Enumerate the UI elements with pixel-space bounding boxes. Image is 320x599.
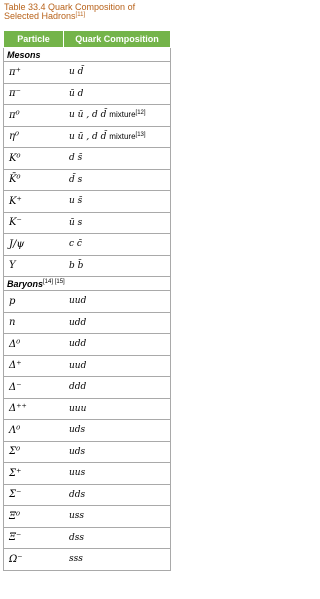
composition-note: mixture: [109, 131, 136, 141]
table-row: [4, 191, 171, 213]
table-row: [4, 291, 171, 313]
quark-composition-cell: [64, 355, 171, 377]
caption-ref-link[interactable]: [11]: [75, 12, 86, 18]
quark-composition: c c̄: [69, 239, 82, 250]
table-body: [4, 48, 171, 571]
table-row: [4, 83, 171, 105]
quark-composition: udd: [69, 317, 87, 328]
quark-composition: ddd: [69, 382, 87, 393]
quark-composition-cell: [64, 549, 171, 571]
particle-symbol: η⁰: [4, 126, 64, 148]
quark-composition: u ū , d d̄: [69, 110, 107, 121]
section-title: Baryons: [7, 278, 44, 289]
quark-composition: uds: [69, 425, 86, 436]
quark-composition-cell: [64, 148, 171, 170]
quark-composition-cell: [64, 212, 171, 234]
quark-composition: ū s: [69, 217, 83, 228]
quark-composition-cell: [64, 527, 171, 549]
table-row: [4, 126, 171, 148]
quark-composition-cell: [64, 377, 171, 399]
particle-symbol: Υ: [4, 255, 64, 277]
quark-composition-cell: [64, 484, 171, 506]
quark-composition-table: [3, 30, 171, 571]
composition-ref-link[interactable]: [13]: [135, 131, 146, 138]
particle-symbol: K⁺: [4, 191, 64, 213]
composition-ref-link[interactable]: [12]: [135, 110, 146, 117]
particle-symbol: Σ⁰: [4, 441, 64, 463]
particle-symbol: Σ⁻: [4, 484, 64, 506]
particle-symbol: Ξ⁰: [4, 506, 64, 528]
table-row: [4, 463, 171, 485]
table-row: [4, 527, 171, 549]
particle-symbol: π⁻: [4, 83, 64, 105]
quark-composition: uud: [69, 360, 87, 371]
particle-symbol: K⁻: [4, 212, 64, 234]
quark-composition-cell: [64, 83, 171, 105]
header-quark-composition: Quark Composition: [64, 31, 171, 48]
table-row: [4, 549, 171, 571]
particle-symbol: π⁺: [4, 62, 64, 84]
section-label: [4, 48, 171, 62]
header-row: [4, 31, 171, 48]
quark-composition: b b̄: [69, 260, 84, 271]
table-row: [4, 255, 171, 277]
section-title: Mesons: [7, 49, 41, 60]
particle-symbol: Λ⁰: [4, 420, 64, 442]
quark-composition: uuu: [69, 403, 87, 414]
table-row: [4, 62, 171, 84]
table-row: [4, 312, 171, 334]
table-row: [4, 355, 171, 377]
quark-composition-cell: [64, 255, 171, 277]
table-row: [4, 169, 171, 191]
quark-composition: dds: [69, 489, 86, 500]
table-row: [4, 441, 171, 463]
particle-symbol: K⁰: [4, 148, 64, 170]
table-caption: [4, 3, 172, 21]
quark-composition: d̄ s: [69, 174, 83, 185]
table-row: [4, 334, 171, 356]
composition-note: mixture: [109, 110, 136, 120]
particle-symbol: Σ⁺: [4, 463, 64, 485]
quark-composition-cell: [64, 105, 171, 127]
quark-composition-cell: [64, 234, 171, 256]
particle-symbol: J/ψ: [4, 234, 64, 256]
quark-composition: u ū , d d̄: [69, 131, 107, 142]
caption-title: Table 33.4 Quark Composition of Selected Hadrons: [4, 2, 136, 21]
quark-composition-cell: [64, 420, 171, 442]
section-row: [4, 277, 171, 291]
quark-composition: u d̄: [69, 67, 84, 78]
quark-composition: uss: [69, 511, 85, 522]
table-row: [4, 398, 171, 420]
quark-composition: uud: [69, 296, 87, 307]
quark-composition: uds: [69, 446, 86, 457]
quark-composition: uus: [69, 468, 86, 479]
particle-symbol: Δ⁺: [4, 355, 64, 377]
table-row: [4, 105, 171, 127]
particle-symbol: Ω⁻: [4, 549, 64, 571]
particle-symbol: Δ⁰: [4, 334, 64, 356]
section-ref-link[interactable]: [14] [15]: [43, 278, 65, 285]
quark-composition: ū d: [69, 88, 84, 99]
quark-composition: udd: [69, 339, 87, 350]
particle-symbol: K̄⁰: [4, 169, 64, 191]
particle-symbol: π⁰: [4, 105, 64, 127]
quark-composition-cell: [64, 191, 171, 213]
quark-composition-cell: [64, 291, 171, 313]
header-particle: Particle: [4, 31, 64, 48]
table-row: [4, 484, 171, 506]
particle-symbol: n: [4, 312, 64, 334]
quark-composition: dss: [69, 532, 84, 543]
particle-symbol: Ξ⁻: [4, 527, 64, 549]
quark-composition-cell: [64, 334, 171, 356]
quark-composition-cell: [64, 62, 171, 84]
quark-composition-cell: [64, 312, 171, 334]
table-row: [4, 148, 171, 170]
particle-symbol: Δ⁻: [4, 377, 64, 399]
table-row: [4, 506, 171, 528]
table-row: [4, 377, 171, 399]
table-row: [4, 420, 171, 442]
table-row: [4, 212, 171, 234]
section-label: [4, 277, 171, 291]
quark-composition: d s̄: [69, 153, 83, 164]
quark-composition-cell: [64, 169, 171, 191]
quark-composition: sss: [69, 554, 83, 565]
quark-composition-cell: [64, 506, 171, 528]
section-row: [4, 48, 171, 62]
quark-composition-cell: [64, 398, 171, 420]
quark-composition-cell: [64, 126, 171, 148]
table-row: [4, 234, 171, 256]
quark-composition-cell: [64, 463, 171, 485]
particle-symbol: Δ⁺⁺: [4, 398, 64, 420]
quark-composition: u s̄: [69, 196, 83, 207]
particle-symbol: p: [4, 291, 64, 313]
quark-composition-cell: [64, 441, 171, 463]
